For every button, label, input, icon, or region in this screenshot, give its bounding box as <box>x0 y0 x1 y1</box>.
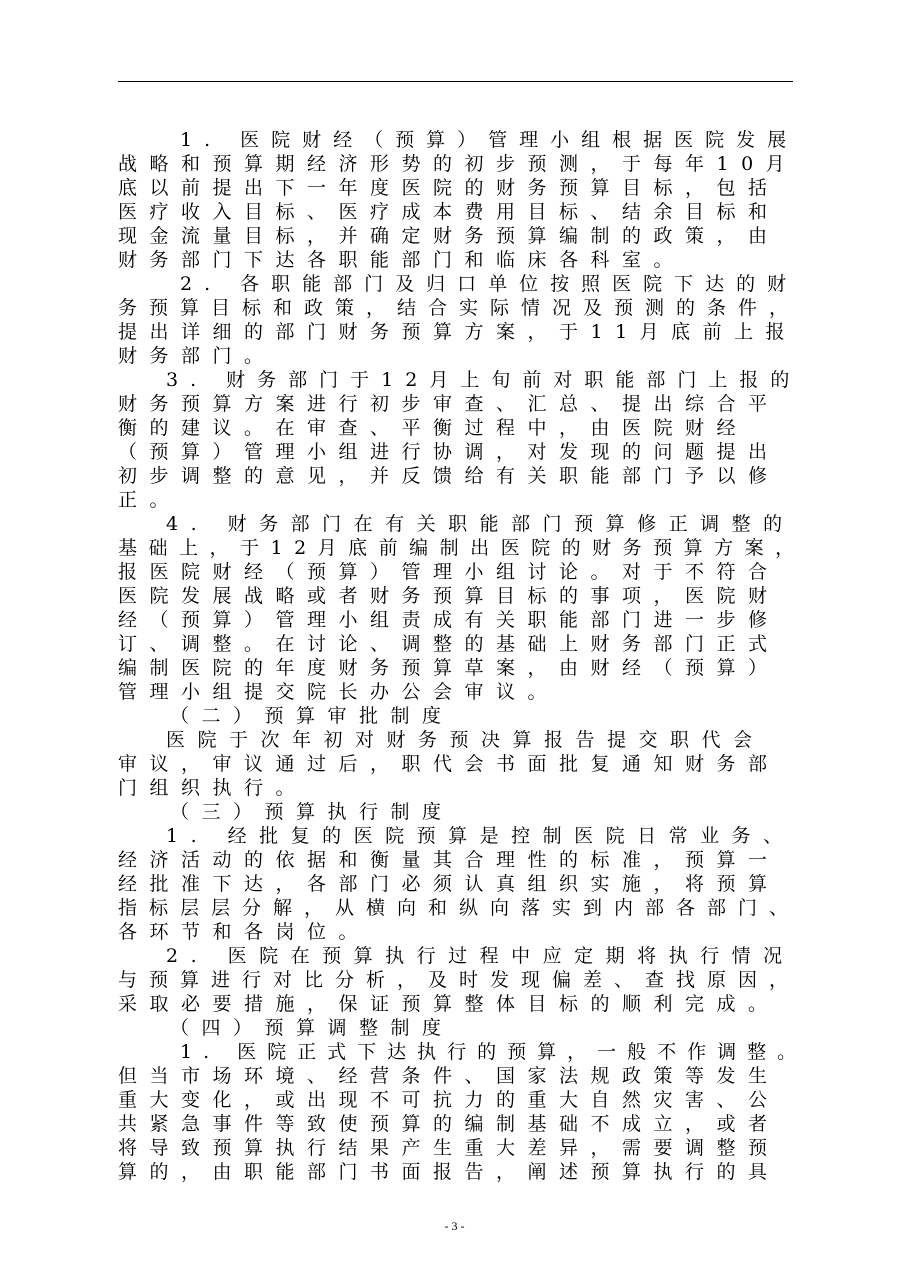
text-line: 财务部门下达各职能部门和临床各科室。 <box>118 249 686 271</box>
text-line: 4. 财务部门在有关职能部门预算修正调整的 <box>166 513 795 535</box>
text-line: （二）预算审批制度 <box>170 705 454 727</box>
text-line: （四）预算调整制度 <box>170 1017 454 1039</box>
text-line: 但当市场环境、经营条件、国家法规政策等发生 <box>118 1065 780 1087</box>
text-line: 正。 <box>118 489 182 511</box>
text-line: 审议，审议通过后，职代会书面批复通知财务部 <box>118 753 780 775</box>
header-rule <box>118 81 793 82</box>
text-line: 医院发展战略或者财务预算目标的事项，医院财 <box>118 585 780 607</box>
text-line: 门组织执行。 <box>118 777 308 799</box>
text-line: 战略和预算期经济形势的初步预测，于每年10月 <box>118 153 798 175</box>
text-line: 报医院财经（预算）管理小组讨论。对于不符合 <box>118 561 780 583</box>
text-line: 底以前提出下一年度医院的财务预算目标，包括 <box>118 177 780 199</box>
text-line: （三）预算执行制度 <box>170 801 454 823</box>
text-line: 与预算进行对比分析，及时发现偏差、查找原因， <box>118 969 801 991</box>
text-line: 采取必要措施，保证预算整体目标的顺利完成。 <box>118 993 780 1015</box>
text-line: 务预算目标和政策，结合实际情况及预测的条件， <box>118 297 801 319</box>
text-line: 1. 医院财经（预算）管理小组根据医院发展 <box>180 129 799 151</box>
text-line: 财务预算方案进行初步审查、汇总、提出综合平 <box>118 393 780 415</box>
text-line: 经批准下达，各部门必须认真组织实施，将预算 <box>118 873 780 895</box>
text-line: 医疗收入目标、医疗成本费用目标、结余目标和 <box>118 201 780 223</box>
document-body <box>118 128 808 1184</box>
text-line: 财务部门。 <box>118 345 276 367</box>
text-line: 重大变化，或出现不可抗力的重大自然灾害、公 <box>118 1089 780 1111</box>
text-line: 共紧急事件等致使预算的编制基础不成立，或者 <box>118 1113 780 1135</box>
text-line: 编制医院的年度财务预算草案，由财经（预算） <box>118 657 780 679</box>
text-line: 算的，由职能部门书面报告，阐述预算执行的具 <box>118 1161 780 1183</box>
text-line: 提出详细的部门财务预算方案，于11月底前上报 <box>118 321 798 343</box>
text-line: （预算）管理小组进行协调，对发现的问题提出 <box>118 441 780 463</box>
text-line: 2. 医院在预算执行过程中应定期将执行情况 <box>166 945 795 967</box>
text-line: 基础上，于12月底前编制出医院的财务预算方案， <box>118 537 806 559</box>
text-line: 1. 经批复的医院预算是控制医院日常业务、 <box>166 825 795 847</box>
text-line: 现金流量目标，并确定财务预算编制的政策，由 <box>118 225 780 247</box>
text-line: 订、调整。在讨论、调整的基础上财务部门正式 <box>118 633 780 655</box>
text-line: 经（预算）管理小组责成有关职能部门进一步修 <box>118 609 780 631</box>
text-line: 3. 财务部门于12月上旬前对职能部门上报的 <box>166 369 802 391</box>
text-line: 管理小组提交院长办公会审议。 <box>118 681 560 703</box>
text-line: 衡的建议。在审查、平衡过程中，由医院财经 <box>118 417 749 439</box>
text-line: 将导致预算执行结果产生重大差异，需要调整预 <box>118 1137 780 1159</box>
page-number: - 3 - <box>444 1219 465 1233</box>
text-line: 医院于次年初对财务预决算报告提交职代会 <box>166 729 765 751</box>
text-line: 指标层层分解，从横向和纵向落实到内部各部门、 <box>118 897 801 919</box>
text-line: 各环节和各岗位。 <box>118 921 371 943</box>
text-line: 经济活动的依据和衡量其合理性的标准，预算一 <box>118 849 780 871</box>
text-line: 2. 各职能部门及归口单位按照医院下达的财 <box>180 273 799 295</box>
text-line: 1. 医院正式下达执行的预算，一般不作调整。 <box>180 1041 808 1063</box>
text-line: 初步调整的意见，并反馈给有关职能部门予以修 <box>118 465 780 487</box>
